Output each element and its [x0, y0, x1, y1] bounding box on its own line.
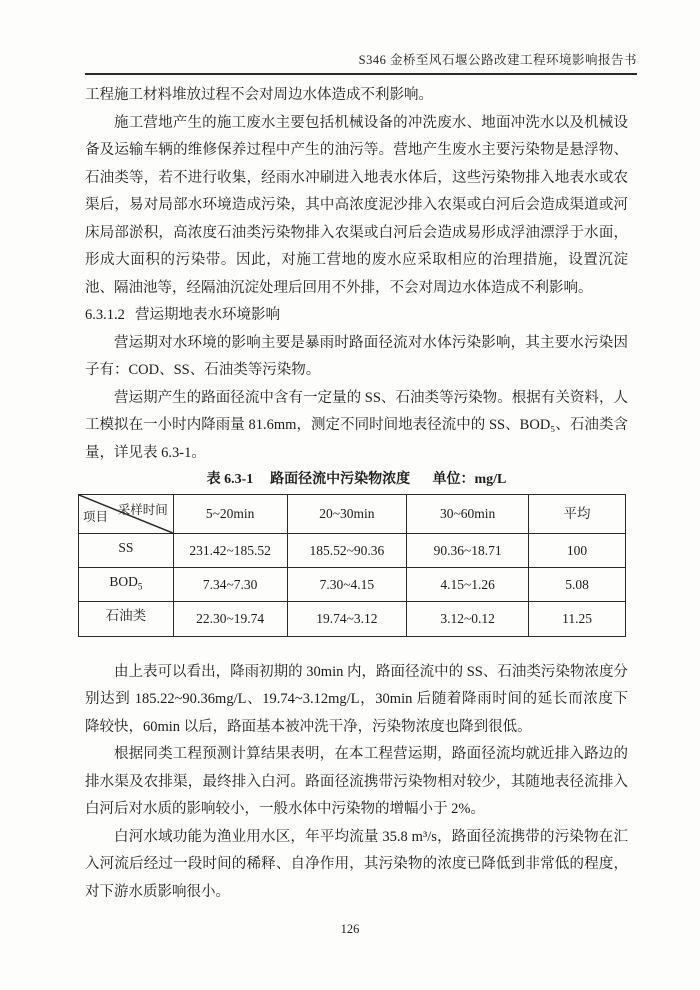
- section-title: 营运期地表水环境影响: [135, 307, 281, 323]
- page-header: [85, 50, 637, 75]
- cell-value: 7.34~7.30: [173, 568, 287, 602]
- table-caption-title: 路面径流中污染物浓度: [270, 472, 411, 487]
- row-label-petroleum: [79, 602, 174, 636]
- corner-label-item: 项目: [83, 509, 109, 524]
- paragraph-prediction-results: 根据同类工程预测计算结果表明，在本工程营运期，路面径流均就近排入路边的排水渠及农排渠，最终排入白河。路面径流携带污染物相对较少，其随地表径流排入白河后对水质的影响较小，一般水体中污染物的增幅小于 2%。: [85, 746, 628, 818]
- row-label-text: BOD: [109, 574, 138, 590]
- row-label-text: SS: [118, 540, 134, 555]
- row-label-text: 石油类: [105, 608, 147, 624]
- table-caption: [85, 470, 628, 490]
- paragraph-table-analysis: 由上表可以看出，降雨初期的 30min 内，路面径流中的 SS、石油类污染物浓度分别达到 185.22~90.36mg/L、19.74~3.12mg/L，30min 后随着降雨时间的延长而浓度下降较快，60min 以后，路面基本被冲洗干净，污染物浓度也降到很低。: [85, 663, 628, 735]
- paragraph-operation-impact: 营运期对水环境的影响主要是暴雨时路面径流对水体污染影响，其主要水污染因子有：COD、SS、石油类等污染物。: [85, 334, 628, 378]
- corner-label-sampling-time: 采样时间: [117, 503, 168, 517]
- column-header-30-60min: 30~60min: [407, 495, 529, 534]
- cell-value: 7.30~4.15: [287, 568, 407, 602]
- column-header-20-30min: 20~30min: [287, 495, 407, 534]
- table-caption-label: 表 6.3-1: [206, 472, 254, 487]
- section-heading-6312: [85, 302, 628, 330]
- report-header-title: S346 金桥至风石堰公路改建工程环境影响报告书: [358, 53, 637, 67]
- page-number: 126: [340, 922, 360, 936]
- row-label-subscript: 5: [137, 581, 143, 592]
- cell-value: 3.12~0.12: [407, 602, 529, 636]
- table-row-petroleum: [79, 602, 626, 636]
- cell-value: 5.08: [529, 568, 626, 602]
- cell-value: 4.15~1.26: [407, 568, 529, 602]
- cell-value: 231.42~185.52: [173, 534, 287, 568]
- section-number: 6.3.1.2: [85, 307, 125, 323]
- cell-value: 185.52~90.36: [287, 534, 407, 568]
- row-label-bod5: [79, 568, 174, 602]
- cell-value: 11.25: [529, 602, 626, 636]
- cell-value: 19.74~3.12: [287, 602, 407, 636]
- paragraph-construction-materials: 工程施工材料堆放过程不会对周边水体造成不利影响。: [85, 87, 433, 103]
- cell-value: 90.36~18.71: [407, 534, 529, 568]
- page-body: [85, 82, 628, 906]
- table-row-bod5: [79, 568, 626, 602]
- cell-value: 100: [529, 534, 626, 568]
- table-caption-unit: 单位：mg/L: [432, 472, 507, 487]
- row-label-ss: [79, 534, 174, 568]
- table-row-ss: [79, 534, 626, 568]
- paragraph-runoff-simulation: 营运期产生的路面径流中含有一定量的 SS、石油类等污染物。根据有关资料，人工模拟在一小时内降雨量 81.6mm，测定不同时间地表径流中的 SS、BOD₅、石油类含量，详见表 6.3-1。: [85, 389, 628, 461]
- table-header-row: [79, 495, 626, 534]
- column-header-5-20min: 5~20min: [173, 495, 287, 534]
- paragraph-camp-wastewater: 施工营地产生的施工废水主要包括机械设备的冲洗废水、地面冲洗水以及机械设备及运输车辆的维修保养过程中产生的油污等。营地产生废水主要污染物是悬浮物、石油类等，若不进行收集，经雨水冲刷进入地表水体后，这些污染物排入地表水或农渠后，易对局部水环境造成污染，其中高浓度泥沙排入农渠或白河后会造成渠道或河床局部淤积，高浓度石油类污染物排入农渠或白河后会造成易形成浮油漂浮于水面，形成大面积的污染带。因此，对施工营地的废水应采取相应的治理措施，设置沉淀池、隔油池等，经隔油沉淀处理后回用不外排，不会对周边水体造成不利影响。: [85, 114, 628, 296]
- column-header-average: 平均: [529, 495, 626, 534]
- cell-value: 22.30~19.74: [173, 602, 287, 636]
- table-corner-cell: [79, 495, 174, 534]
- page-footer: [0, 922, 700, 937]
- paragraph-baihe-river: 白河水域功能为渔业用水区，年平均流量 35.8 m³/s，路面径流携带的污染物在汇入河流后经过一段时间的稀释、自净作用，其污染物的浓度已降低到非常低的程度，对下游水质影响很小。: [85, 828, 628, 900]
- pollutant-concentration-table: [78, 494, 626, 637]
